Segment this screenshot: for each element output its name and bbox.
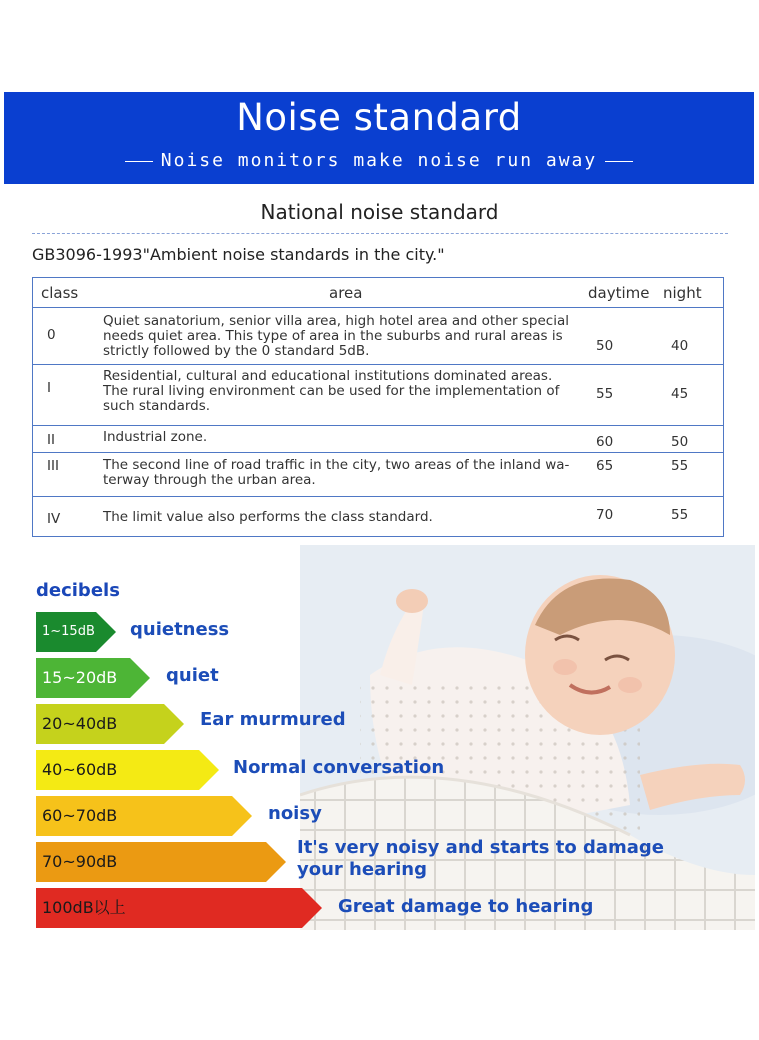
area-cell: [103, 314, 583, 359]
decibel-range: 15~20dB: [42, 668, 118, 687]
header-night: night: [663, 284, 702, 302]
header-daytime: daytime: [588, 284, 650, 302]
table-row: [33, 365, 723, 426]
decibel-description: [166, 665, 219, 687]
decibel-range: 60~70dB: [42, 806, 118, 825]
dashed-divider: [32, 233, 728, 234]
banner-subtitle: Noise monitors make noise run away: [160, 150, 598, 171]
decibel-description: [297, 837, 664, 881]
header-banner: [4, 92, 754, 184]
daytime-cell: 50: [596, 338, 614, 354]
decibel-description: [200, 709, 346, 731]
area-line: such standards.: [103, 398, 211, 414]
decibel-band: [36, 612, 116, 652]
decibel-description-line: Great damage to hearing: [338, 896, 594, 917]
table-header-row: [33, 278, 723, 308]
area-cell: [103, 510, 583, 525]
standard-intro: GB3096-1993"Ambient noise standards in the city.": [32, 245, 445, 264]
decibel-description-line: your hearing: [297, 859, 427, 880]
divider-left: [125, 161, 153, 162]
area-line: Residential, cultural and educational institutions dominated areas.: [103, 368, 553, 384]
night-cell: 55: [671, 507, 689, 523]
banner-title: Noise standard: [236, 96, 522, 139]
decibel-description-line: It's very noisy and starts to damage: [297, 837, 664, 858]
decibel-description: [268, 803, 322, 825]
banner-subtitle-row: [4, 150, 754, 171]
decibel-description: [130, 619, 229, 641]
decibel-description-line: quietness: [130, 619, 230, 640]
decibel-range: 100dB以上: [42, 898, 126, 917]
table-row: [33, 453, 723, 497]
area-line: The rural living environment can be used for the implementation of: [103, 383, 560, 399]
area-line: Industrial zone.: [103, 429, 208, 445]
class-cell: I: [47, 380, 51, 396]
decibel-range: 70~90dB: [42, 852, 118, 871]
decibel-description-line: Normal conversation: [233, 757, 445, 778]
table-row: [33, 308, 723, 365]
decibel-range: 40~60dB: [42, 760, 118, 779]
divider-right: [605, 161, 633, 162]
table-row: [33, 497, 723, 537]
area-cell: [103, 458, 583, 488]
decibel-description: [233, 757, 444, 779]
header-area: area: [329, 284, 363, 302]
decibel-description-line: noisy: [268, 803, 322, 824]
decibel-description: [338, 896, 593, 918]
area-line: strictly followed by the 0 standard 5dB.: [103, 343, 370, 359]
area-line: Quiet sanatorium, senior villa area, high hotel area and other special: [103, 313, 569, 329]
night-cell: 45: [671, 386, 689, 402]
area-line: The limit value also performs the class standard.: [103, 509, 433, 525]
decibel-range: 1~15dB: [42, 624, 95, 639]
decibel-band: [36, 796, 252, 836]
decibel-description-line: Ear murmured: [200, 709, 346, 730]
area-cell: [103, 430, 583, 445]
class-cell: IV: [47, 511, 61, 527]
night-cell: 40: [671, 338, 689, 354]
daytime-cell: 70: [596, 507, 614, 523]
header-class: class: [41, 284, 79, 302]
decibel-band: [36, 704, 184, 744]
decibel-range: 20~40dB: [42, 714, 118, 733]
noise-standard-table: [32, 277, 724, 537]
class-cell: 0: [47, 327, 56, 343]
table-row: [33, 426, 723, 453]
decibel-band: [36, 658, 150, 698]
class-cell: II: [47, 432, 55, 448]
night-cell: 55: [671, 458, 689, 474]
area-line: terway through the urban area.: [103, 472, 316, 488]
daytime-cell: 55: [596, 386, 614, 402]
decibels-header: decibels: [36, 580, 120, 601]
section-title: National noise standard: [260, 200, 499, 224]
decibel-band: [36, 750, 219, 790]
daytime-cell: 60: [596, 434, 614, 450]
area-cell: [103, 369, 583, 414]
area-line: The second line of road traffic in the city, two areas of the inland wa-: [103, 457, 570, 473]
decibel-band: [36, 842, 286, 882]
class-cell: III: [47, 458, 59, 474]
area-line: needs quiet area. This type of area in the suburbs and rural areas is: [103, 328, 563, 344]
night-cell: 50: [671, 434, 689, 450]
decibel-band: [36, 888, 322, 928]
decibel-description-line: quiet: [166, 665, 219, 686]
daytime-cell: 65: [596, 458, 614, 474]
